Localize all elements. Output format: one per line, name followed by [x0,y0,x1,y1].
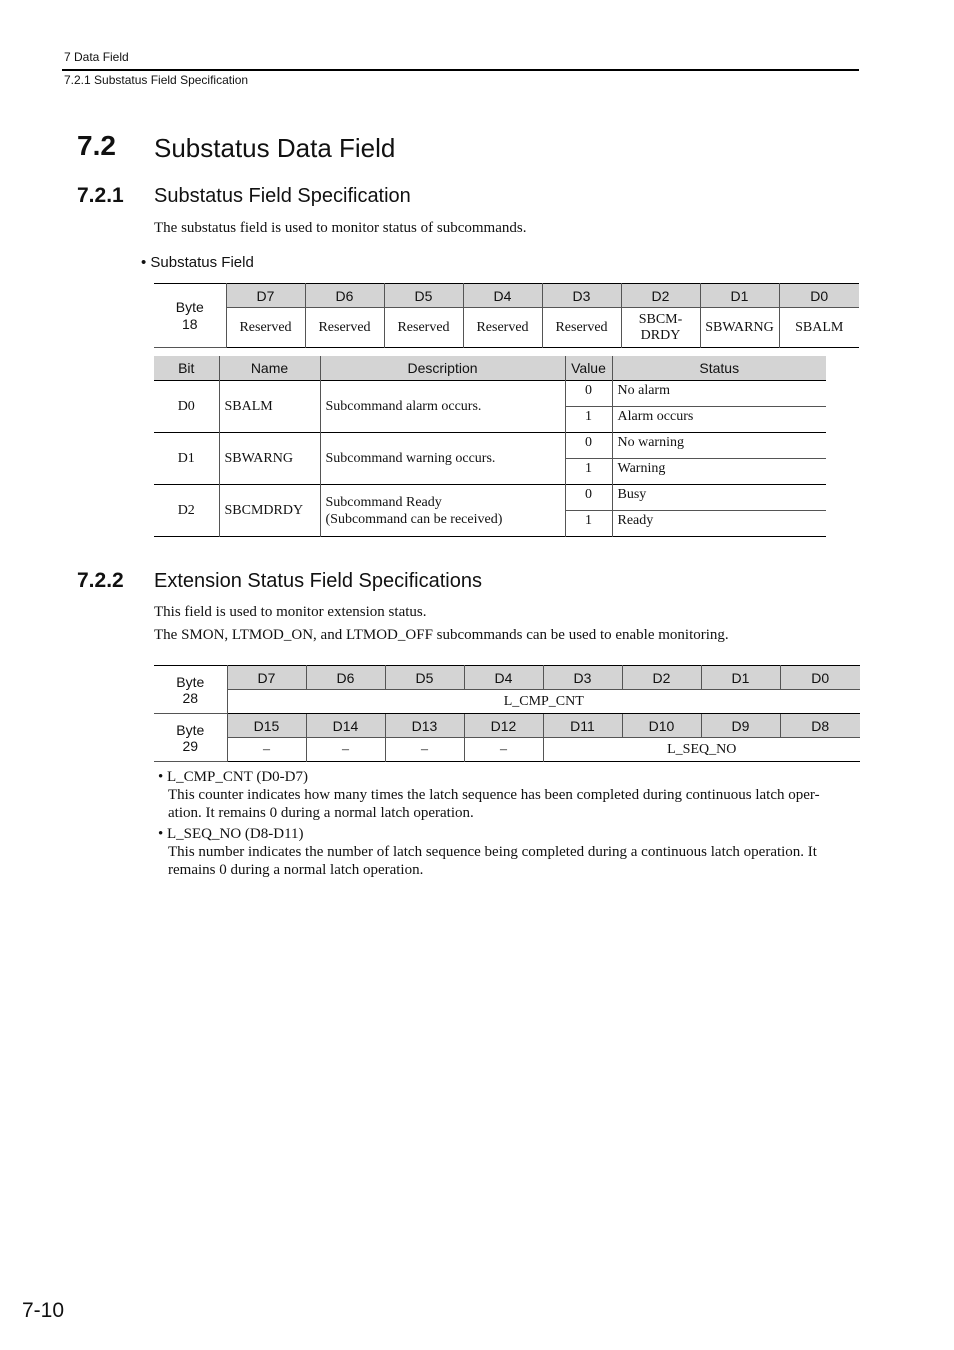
l-seq-no-bullet [158,825,860,879]
value-cell: 1 [565,459,612,485]
table-row [154,485,826,511]
bit-value-d2: SBCM- DRDY [621,308,700,348]
value-cell: 0 [565,433,612,459]
bit-header-d11: D11 [543,714,622,738]
subsection-title-7-2-2: Extension Status Field Specifications [154,570,482,592]
running-header-section: 7.2.1 Substatus Field Specification [64,73,249,87]
bit-value-d1: SBWARNG [700,308,779,348]
extension-intro-text: This field is used to monitor extension status. [154,604,427,620]
bit-header-d14: D14 [306,714,385,738]
bit-cell: D1 [154,433,219,485]
description-cell: Subcommand Ready (Subcommand can be received) [320,485,565,537]
bit-header-d6: D6 [305,284,384,308]
bullet-lead: • L_SEQ_NO (D8-D11) [158,826,304,842]
byte-18-table [154,283,859,348]
byte-29-label: Byte 29 [154,714,227,762]
value-cell: 1 [565,511,612,537]
bit-header-d6: D6 [306,666,385,690]
bit-header-d2: D2 [621,284,700,308]
description-cell: Subcommand warning occurs. [320,433,565,485]
name-cell: SBCMDRDY [219,485,320,537]
bit-value-d13: – [385,738,464,762]
bit-value-d4: Reserved [463,308,542,348]
subsection-number-7-2-2: 7.2.2 [77,569,124,592]
bit-value-d0: SBALM [779,308,859,348]
status-cell: No alarm [612,381,826,407]
bit-header-d7: D7 [227,666,306,690]
status-cell: Warning [612,459,826,485]
section-title-7-2: Substatus Data Field [154,133,396,163]
substatus-intro-text: The substatus field is used to monitor status of subcommands. [154,220,527,236]
bit-header-d7: D7 [226,284,305,308]
bit-header-d12: D12 [464,714,543,738]
running-header-chapter: 7 Data Field [64,50,129,64]
bit-header-d3: D3 [542,284,621,308]
bit-header-d3: D3 [543,666,622,690]
bit-header-d1: D1 [701,666,780,690]
byte-label-cell: Byte 18 [154,284,226,348]
l-cmp-cnt-bullet [158,768,860,822]
bit-value-d14: – [306,738,385,762]
col-header-name: Name [219,356,320,381]
bit-cell: D0 [154,381,219,433]
page-number: 7-10 [22,1299,65,1322]
status-cell: Ready [612,511,826,537]
bullet-lead: • L_CMP_CNT (D0-D7) [158,769,308,785]
l-seq-no-cell: L_SEQ_NO [543,738,860,762]
bit-header-d10: D10 [622,714,701,738]
bit-header-d8: D8 [780,714,860,738]
bit-value-d7: Reserved [226,308,305,348]
col-header-status: Status [612,356,826,381]
subsection-title-7-2-1: Substatus Field Specification [154,185,411,207]
header-rule [62,69,859,71]
status-cell: Alarm occurs [612,407,826,433]
substatus-bit-table [154,356,826,537]
bit-header-d9: D9 [701,714,780,738]
col-header-value: Value [565,356,612,381]
substatus-field-bullet: • Substatus Field [141,254,254,271]
bit-header-d13: D13 [385,714,464,738]
table-row [154,381,826,407]
l-cmp-cnt-cell: L_CMP_CNT [227,690,860,714]
col-header-bit: Bit [154,356,219,381]
value-cell: 0 [565,485,612,511]
byte-28-label: Byte 28 [154,666,227,714]
col-header-description: Description [320,356,565,381]
extension-monitoring-text: The SMON, LTMOD_ON, and LTMOD_OFF subcommands can be used to enable monitoring. [154,627,729,643]
bit-header-d0: D0 [780,666,860,690]
bit-cell: D2 [154,485,219,537]
status-cell: No warning [612,433,826,459]
bit-value-d6: Reserved [305,308,384,348]
bit-header-d5: D5 [385,666,464,690]
value-cell: 1 [565,407,612,433]
subsection-number-7-2-1: 7.2.1 [77,184,124,207]
bullet-body: This number indicates the number of latch sequence being completed during a continuous latch operation. It remains 0 during a normal latch operation. [168,844,817,878]
bit-value-d3: Reserved [542,308,621,348]
bit-value-d12: – [464,738,543,762]
bit-header-d1: D1 [700,284,779,308]
value-cell: 0 [565,381,612,407]
bit-header-d4: D4 [464,666,543,690]
bit-header-d4: D4 [463,284,542,308]
bit-value-d15: – [227,738,306,762]
section-number-7-2: 7.2 [77,130,116,161]
bullet-body: This counter indicates how many times the latch sequence has been completed during continuous latch oper- ation. It remains 0 during a normal latch operation. [168,787,820,821]
byte-28-29-table [154,665,860,762]
bit-value-d5: Reserved [384,308,463,348]
name-cell: SBALM [219,381,320,433]
status-cell: Busy [612,485,826,511]
bit-header-d0: D0 [779,284,859,308]
bit-header-d2: D2 [622,666,701,690]
bit-header-d5: D5 [384,284,463,308]
name-cell: SBWARNG [219,433,320,485]
bit-header-d15: D15 [227,714,306,738]
description-cell: Subcommand alarm occurs. [320,381,565,433]
table-row [154,433,826,459]
